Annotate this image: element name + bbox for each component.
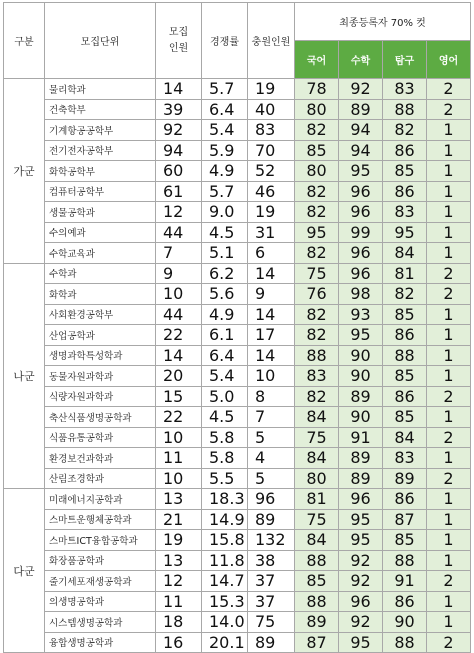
additional-cell: 46 [248,181,295,202]
table-row [4,571,471,592]
additional-cell: 40 [248,99,295,120]
quota-cell: 9 [156,263,202,284]
score-korean-cell: 76 [295,284,339,305]
score-inquiry-cell: 88 [383,632,427,653]
quota-cell: 22 [156,325,202,346]
additional-cell: 96 [248,489,295,510]
header-subject-korean: 국어 [295,41,339,79]
score-korean-cell: 75 [295,263,339,284]
score-math-cell: 91 [339,427,383,448]
quota-cell: 10 [156,468,202,489]
competition-cell: 15.3 [202,591,248,612]
score-english-cell: 1 [427,222,471,243]
quota-cell: 94 [156,140,202,161]
unit-name-cell: 수의예과 [45,222,156,243]
score-math-cell: 96 [339,243,383,264]
score-english-cell: 1 [427,161,471,182]
header-subject-math: 수학 [339,41,383,79]
competition-cell: 5.7 [202,79,248,100]
table-body [4,79,471,653]
table-row [4,530,471,551]
unit-name-cell: 스마트운행체공학과 [45,509,156,530]
score-inquiry-cell: 82 [383,284,427,305]
competition-cell: 15.8 [202,530,248,551]
competition-cell: 5.4 [202,120,248,141]
score-inquiry-cell: 86 [383,181,427,202]
quota-cell: 21 [156,509,202,530]
table-row [4,304,471,325]
score-korean-cell: 82 [295,325,339,346]
quota-cell: 11 [156,591,202,612]
score-math-cell: 92 [339,612,383,633]
quota-cell: 20 [156,366,202,387]
competition-cell: 20.1 [202,632,248,653]
additional-cell: 70 [248,140,295,161]
unit-name-cell: 수학과 [45,263,156,284]
score-inquiry-cell: 83 [383,448,427,469]
score-math-cell: 94 [339,120,383,141]
score-inquiry-cell: 84 [383,243,427,264]
table-row [4,181,471,202]
score-inquiry-cell: 88 [383,550,427,571]
additional-cell: 89 [248,509,295,530]
score-korean-cell: 80 [295,468,339,489]
score-inquiry-cell: 84 [383,427,427,448]
score-korean-cell: 80 [295,161,339,182]
competition-cell: 6.2 [202,263,248,284]
table-row [4,489,471,510]
table-row [4,140,471,161]
competition-cell: 4.5 [202,222,248,243]
header-quota: 모집 인원 [156,3,202,79]
score-english-cell: 1 [427,202,471,223]
score-korean-cell: 84 [295,530,339,551]
unit-name-cell: 스마트ICT융합공학과 [45,530,156,551]
score-korean-cell: 88 [295,345,339,366]
score-inquiry-cell: 83 [383,79,427,100]
quota-cell: 44 [156,304,202,325]
score-english-cell: 2 [427,632,471,653]
additional-cell: 14 [248,263,295,284]
competition-cell: 14.9 [202,509,248,530]
score-korean-cell: 88 [295,550,339,571]
score-math-cell: 89 [339,99,383,120]
table-row [4,202,471,223]
table-row [4,448,471,469]
competition-cell: 4.5 [202,407,248,428]
score-korean-cell: 82 [295,202,339,223]
score-korean-cell: 82 [295,181,339,202]
additional-cell: 19 [248,202,295,223]
score-math-cell: 98 [339,284,383,305]
score-korean-cell: 82 [295,120,339,141]
competition-cell: 14.7 [202,571,248,592]
unit-name-cell: 수학교육과 [45,243,156,264]
quota-cell: 10 [156,427,202,448]
score-korean-cell: 87 [295,632,339,653]
additional-cell: 14 [248,345,295,366]
unit-name-cell: 환경보건과학과 [45,448,156,469]
additional-cell: 9 [248,284,295,305]
score-inquiry-cell: 85 [383,161,427,182]
additional-cell: 132 [248,530,295,551]
competition-cell: 5.6 [202,284,248,305]
quota-cell: 12 [156,571,202,592]
score-english-cell: 2 [427,427,471,448]
quota-cell: 14 [156,345,202,366]
score-inquiry-cell: 85 [383,366,427,387]
quota-cell: 61 [156,181,202,202]
unit-name-cell: 식량자원과학과 [45,386,156,407]
additional-cell: 37 [248,591,295,612]
competition-cell: 5.1 [202,243,248,264]
score-korean-cell: 75 [295,427,339,448]
score-english-cell: 1 [427,304,471,325]
score-inquiry-cell: 82 [383,120,427,141]
score-english-cell: 1 [427,489,471,510]
score-math-cell: 89 [339,448,383,469]
additional-cell: 5 [248,427,295,448]
score-inquiry-cell: 88 [383,345,427,366]
competition-cell: 9.0 [202,202,248,223]
quota-cell: 19 [156,530,202,551]
unit-name-cell: 동물자원과학과 [45,366,156,387]
unit-name-cell: 기계항공공학부 [45,120,156,141]
score-korean-cell: 85 [295,140,339,161]
header-competition: 경쟁률 [202,3,248,79]
quota-cell: 39 [156,99,202,120]
table-row [4,427,471,448]
unit-name-cell: 산림조경학과 [45,468,156,489]
table-row [4,325,471,346]
additional-cell: 37 [248,571,295,592]
score-math-cell: 89 [339,468,383,489]
score-math-cell: 96 [339,591,383,612]
additional-cell: 83 [248,120,295,141]
quota-cell: 16 [156,632,202,653]
score-korean-cell: 88 [295,591,339,612]
score-inquiry-cell: 85 [383,530,427,551]
competition-cell: 6.4 [202,345,248,366]
score-english-cell: 1 [427,550,471,571]
score-english-cell: 1 [427,612,471,633]
score-english-cell: 1 [427,366,471,387]
quota-cell: 15 [156,386,202,407]
score-inquiry-cell: 86 [383,140,427,161]
score-inquiry-cell: 85 [383,304,427,325]
competition-cell: 5.0 [202,386,248,407]
score-inquiry-cell: 83 [383,202,427,223]
score-korean-cell: 95 [295,222,339,243]
competition-cell: 18.3 [202,489,248,510]
score-korean-cell: 75 [295,509,339,530]
competition-cell: 5.8 [202,448,248,469]
score-math-cell: 99 [339,222,383,243]
unit-name-cell: 화장품공학과 [45,550,156,571]
quota-cell: 92 [156,120,202,141]
table-row [4,386,471,407]
score-math-cell: 95 [339,161,383,182]
competition-cell: 5.9 [202,140,248,161]
score-english-cell: 1 [427,325,471,346]
score-korean-cell: 83 [295,366,339,387]
score-math-cell: 96 [339,263,383,284]
quota-cell: 7 [156,243,202,264]
table-row [4,591,471,612]
score-english-cell: 1 [427,345,471,366]
score-korean-cell: 85 [295,571,339,592]
additional-cell: 6 [248,243,295,264]
header-group: 구분 [4,3,45,79]
score-math-cell: 92 [339,550,383,571]
table-row [4,632,471,653]
group-label: 가군 [4,79,45,264]
score-inquiry-cell: 88 [383,99,427,120]
additional-cell: 31 [248,222,295,243]
header-additional: 충원인원 [248,3,295,79]
header-unit: 모집단위 [45,3,156,79]
table-row [4,99,471,120]
table-row [4,263,471,284]
additional-cell: 38 [248,550,295,571]
unit-name-cell: 생명과학특성학과 [45,345,156,366]
group-label: 나군 [4,263,45,489]
quota-cell: 22 [156,407,202,428]
quota-cell: 13 [156,550,202,571]
table-row [4,79,471,100]
additional-cell: 7 [248,407,295,428]
unit-name-cell: 미래에너지공학과 [45,489,156,510]
table-row [4,243,471,264]
score-english-cell: 2 [427,468,471,489]
competition-cell: 6.1 [202,325,248,346]
score-english-cell: 2 [427,263,471,284]
unit-name-cell: 식품유통공학과 [45,427,156,448]
additional-cell: 52 [248,161,295,182]
quota-cell: 14 [156,79,202,100]
competition-cell: 5.5 [202,468,248,489]
admission-results-table [3,2,471,653]
table-row [4,222,471,243]
quota-cell: 11 [156,448,202,469]
header-cut-title: 최종등록자 70% 컷 [295,3,471,41]
score-english-cell: 1 [427,243,471,264]
unit-name-cell: 컴퓨터공학부 [45,181,156,202]
competition-cell: 5.7 [202,181,248,202]
unit-name-cell: 의생명공학과 [45,591,156,612]
quota-cell: 44 [156,222,202,243]
score-korean-cell: 78 [295,79,339,100]
competition-cell: 4.9 [202,161,248,182]
quota-cell: 60 [156,161,202,182]
score-math-cell: 96 [339,489,383,510]
score-math-cell: 96 [339,181,383,202]
additional-cell: 75 [248,612,295,633]
score-math-cell: 93 [339,304,383,325]
score-math-cell: 94 [339,140,383,161]
score-english-cell: 2 [427,284,471,305]
competition-cell: 5.8 [202,427,248,448]
unit-name-cell: 산업공학과 [45,325,156,346]
score-korean-cell: 80 [295,99,339,120]
table-row [4,345,471,366]
score-english-cell: 1 [427,509,471,530]
table-row [4,612,471,633]
score-inquiry-cell: 86 [383,386,427,407]
score-korean-cell: 84 [295,407,339,428]
competition-cell: 5.4 [202,366,248,387]
header-subject-inquiry: 탐구 [383,41,427,79]
score-english-cell: 2 [427,386,471,407]
quota-cell: 10 [156,284,202,305]
unit-name-cell: 화학과 [45,284,156,305]
score-inquiry-cell: 86 [383,591,427,612]
score-inquiry-cell: 86 [383,325,427,346]
competition-cell: 4.9 [202,304,248,325]
quota-cell: 12 [156,202,202,223]
score-english-cell: 2 [427,79,471,100]
unit-name-cell: 시스템생명공학과 [45,612,156,633]
additional-cell: 5 [248,468,295,489]
table-row [4,366,471,387]
additional-cell: 14 [248,304,295,325]
score-korean-cell: 82 [295,304,339,325]
table-row [4,161,471,182]
score-korean-cell: 81 [295,489,339,510]
quota-cell: 18 [156,612,202,633]
score-korean-cell: 82 [295,243,339,264]
score-inquiry-cell: 87 [383,509,427,530]
score-english-cell: 1 [427,181,471,202]
unit-name-cell: 건축학부 [45,99,156,120]
additional-cell: 19 [248,79,295,100]
score-math-cell: 92 [339,571,383,592]
score-english-cell: 1 [427,530,471,551]
score-english-cell: 1 [427,120,471,141]
score-english-cell: 1 [427,448,471,469]
score-english-cell: 1 [427,591,471,612]
table-row [4,509,471,530]
additional-cell: 8 [248,386,295,407]
group-label: 다군 [4,489,45,653]
additional-cell: 17 [248,325,295,346]
score-math-cell: 95 [339,530,383,551]
table-row [4,284,471,305]
header-subject-english: 영어 [427,41,471,79]
score-inquiry-cell: 85 [383,407,427,428]
unit-name-cell: 축산식품생명공학과 [45,407,156,428]
competition-cell: 14.0 [202,612,248,633]
quota-cell: 13 [156,489,202,510]
unit-name-cell: 전기전자공학부 [45,140,156,161]
additional-cell: 10 [248,366,295,387]
unit-name-cell: 줄기세포재생공학과 [45,571,156,592]
unit-name-cell: 화학공학부 [45,161,156,182]
score-math-cell: 92 [339,79,383,100]
score-math-cell: 95 [339,632,383,653]
unit-name-cell: 생물공학과 [45,202,156,223]
table-header [4,3,471,79]
score-korean-cell: 82 [295,386,339,407]
score-korean-cell: 84 [295,448,339,469]
competition-cell: 6.4 [202,99,248,120]
score-math-cell: 90 [339,407,383,428]
score-inquiry-cell: 89 [383,468,427,489]
score-inquiry-cell: 81 [383,263,427,284]
score-math-cell: 90 [339,366,383,387]
score-english-cell: 1 [427,140,471,161]
score-inquiry-cell: 90 [383,612,427,633]
unit-name-cell: 융합생명공학과 [45,632,156,653]
score-korean-cell: 89 [295,612,339,633]
score-math-cell: 96 [339,202,383,223]
score-english-cell: 1 [427,407,471,428]
score-english-cell: 2 [427,99,471,120]
table-row [4,550,471,571]
additional-cell: 4 [248,448,295,469]
score-math-cell: 90 [339,345,383,366]
score-english-cell: 2 [427,571,471,592]
additional-cell: 89 [248,632,295,653]
score-math-cell: 95 [339,325,383,346]
score-inquiry-cell: 95 [383,222,427,243]
competition-cell: 11.8 [202,550,248,571]
table-row [4,468,471,489]
table-row [4,120,471,141]
score-inquiry-cell: 86 [383,489,427,510]
table-row [4,407,471,428]
score-math-cell: 89 [339,386,383,407]
unit-name-cell: 물리학과 [45,79,156,100]
unit-name-cell: 사회환경공학부 [45,304,156,325]
score-inquiry-cell: 91 [383,571,427,592]
score-math-cell: 95 [339,509,383,530]
